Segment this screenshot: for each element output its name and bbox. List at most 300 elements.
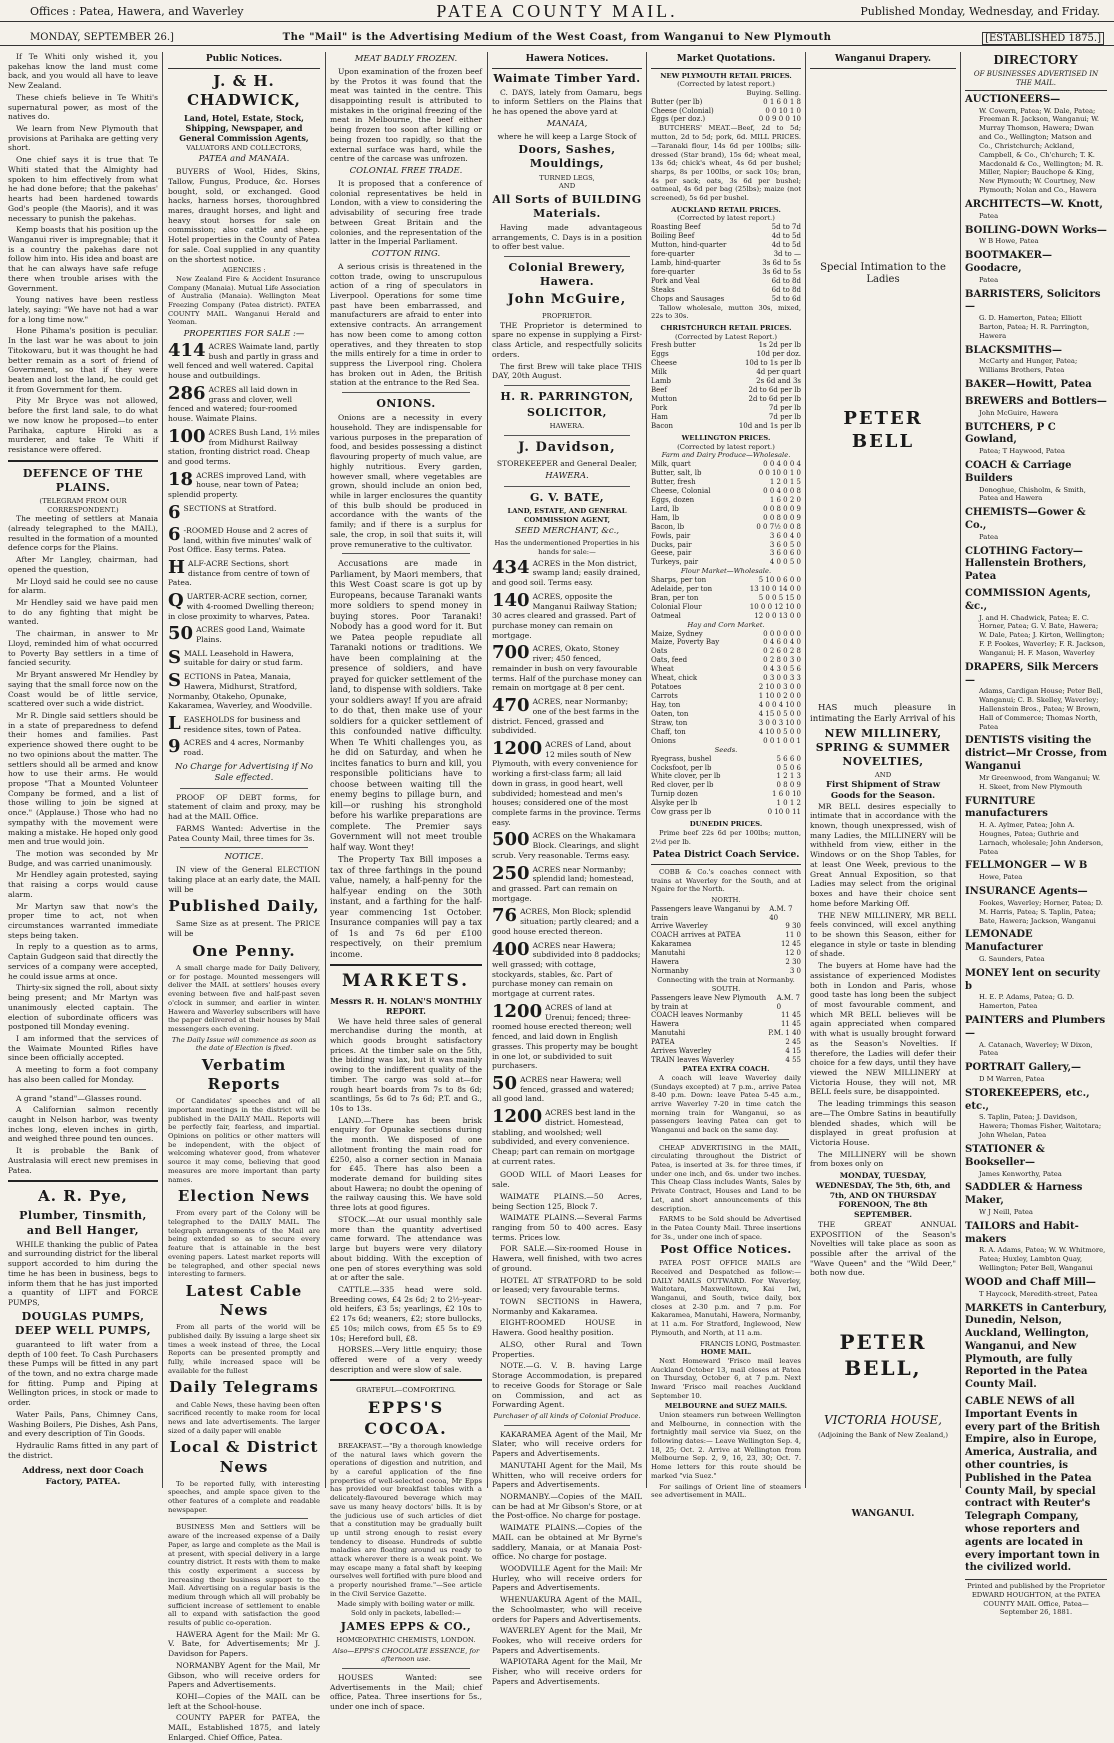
property-ad	[168, 715, 320, 734]
price-item: Eggs (per doz.)	[651, 115, 706, 124]
same-size: Same Size as at present. The PRICE will be	[168, 919, 320, 939]
bell-body-4: The leading trimmings this season are—The Ombre Satins in beautifully blended shades, which will be displayed in great profusion at Victoria House.	[810, 1099, 956, 1148]
davidson-place: HAWERA.	[545, 471, 589, 482]
price-row	[651, 638, 801, 647]
directory-heading: STATIONER & Bookseller—	[965, 1143, 1045, 1168]
property-text: ACRES, opposite the Manganui Railway Station; 30 acres cleared and grassed. Part of purchase money can remain on mortgage.	[492, 591, 638, 640]
issue-date: MONDAY, SEPTEMBER 26.]	[30, 32, 174, 43]
article-paragraph: After Mr Langley, chairman, had opened the question,	[8, 555, 158, 574]
directory-heading: COACH & Carriage Builders	[965, 459, 1072, 484]
price-item: fore-quarter	[651, 267, 695, 276]
price-row	[651, 487, 801, 496]
price-row	[651, 967, 801, 976]
price-item: Arrive Waverley	[651, 922, 708, 931]
defence-article	[8, 514, 158, 1084]
property-ad	[492, 556, 642, 588]
directory-names: Patea; T Haywood, Patea	[979, 447, 1065, 456]
price-item: Carrots	[651, 692, 678, 701]
article-paragraph: One chief says it is true that Te Whiti stated that the Almighty had spoken to him effectively from what he had done before; that the pakehas' hearts had been hardened towards God's people (the Maoris), and it was necessary to punish the pakehas.	[8, 155, 158, 223]
directory-heading: BREWERS and Bottlers—	[965, 395, 1107, 407]
price-row	[651, 241, 801, 250]
price-item: Eggs	[651, 350, 669, 359]
timber-goods-4: All Sorts of BUILDING Materials.	[492, 192, 642, 220]
price-row	[651, 594, 801, 603]
price-value: 2 30	[785, 958, 801, 967]
timber-body-2: where he will keep a Large Stock of	[497, 131, 637, 141]
meat-body: Upon examination of the frozen beef by the Protos it was found that the meat was tainted in the centre. This disappointing result is attributed to mistakes in the original freezing of the meat in Melbourne, the beef either being frozen too soon after killing or being frozen too rapidly, so that the external surface was hard, while the centre of the carcase was unfrozen.	[330, 66, 482, 164]
price-value: 12 0	[785, 949, 801, 958]
price-item: Oaten, ton	[651, 710, 689, 719]
price-value: 3 6 0 6 0	[769, 549, 801, 558]
pye-pumps: DOUGLAS PUMPS, DEEP WELL PUMPS,	[14, 1309, 152, 1337]
price-item: Straw, ton	[651, 719, 688, 728]
peter-bell-heading: PETER BELL	[843, 408, 923, 453]
price-row	[651, 799, 801, 808]
directory-names: T Haycock, Meredith-street, Patea	[979, 1289, 1098, 1298]
column-rule	[325, 52, 326, 1488]
property-text: -ROOMED House and 2 acres of land, within five minutes' walk of Post Office. Easy terms. Patea.	[168, 525, 312, 555]
price-row	[651, 1011, 801, 1020]
christchurch-table	[651, 341, 801, 431]
price-value: 5 10 0 6 0 0	[758, 576, 801, 585]
davidson-name: J. Davidson,	[518, 439, 616, 455]
directory-names: H. A. Aylmer, Patea; John A. Hougnes, Patea; Guthrie and Larnach, wholesale; John Anderson, Patea	[979, 821, 1104, 856]
directory-entry	[965, 929, 1107, 963]
price-row	[651, 541, 801, 550]
markets-stock: STOCK.—At our usual monthly sale more than the quantity advertised came forward. The attendance was large but buyers were very dilatory about bidding. With the exception of one pen of stores everything was sold at or after the sale.	[330, 1214, 482, 1283]
price-row	[651, 737, 801, 746]
price-item: Bran, per ton	[651, 593, 699, 602]
article-paragraph: The motion was seconded by Mr Budge, and was carried unanimously.	[8, 849, 158, 868]
price-value: 4d per quart	[756, 368, 801, 377]
directory-entry	[965, 507, 1107, 541]
whenuakura-agent: WHENUAKURA Agent of the MAIL, the Schoolmaster, who will receive orders for Papers and Advertisements.	[492, 1595, 642, 1624]
property-ad	[492, 1108, 642, 1166]
directory-entry	[965, 250, 1107, 284]
property-number: 140	[492, 589, 530, 611]
property-text: ACRES near Hawera; well fenced, grassed and watered; all good land.	[492, 1074, 635, 1104]
price-item: PATEA	[651, 1038, 675, 1047]
price-row	[651, 1047, 801, 1056]
brewery-name: John McGuire,	[507, 292, 627, 308]
epps-title: EPPS'S COCOA.	[364, 1398, 448, 1438]
price-row	[651, 940, 801, 949]
waimate-2: WAIMATE PLAINS.—Several Farms ranging from 50 to 400 acres. Easy terms. Prices low.	[492, 1213, 642, 1242]
price-value: A.M. 7 0	[776, 993, 800, 1011]
houses-wanted: HOUSES Wanted: see Advertisements in the Mail; chief office, Patea. Three insertions for 5s., under one inch of space.	[330, 1672, 482, 1712]
directory-entry	[965, 735, 1107, 791]
directory-names: W J Neill, Patea	[979, 1207, 1033, 1216]
property-number: 500	[492, 829, 530, 851]
price-row	[651, 259, 801, 268]
price-row	[651, 250, 801, 259]
properties-title: PROPERTIES FOR SALE :—	[183, 329, 305, 340]
directory-heading: MARKETS in Canterbury, Dunedin, Nelson, Auckland, Wellington, Wanganui, and New Plymouth, are fully Reported in the Patea County Mail.	[965, 1302, 1107, 1391]
seeds-table	[651, 755, 801, 818]
millinery-dates: MONDAY, TUESDAY, WEDNESDAY, The 5th, 6th, and 7th, AND ON THURSDAY FORENOON, The 8th SEPTEMBER.	[815, 1171, 951, 1220]
coach-body: COBB & Co.'s coaches connect with trains at Waverley for the South, and at Ngaire for the North.	[651, 867, 801, 894]
suez-title: MELBOURNE and SUEZ MAILS.	[664, 1402, 788, 1411]
price-item: Boiling Beef	[651, 231, 695, 240]
property-number: S	[168, 646, 181, 668]
property-text: ACRES all laid down in grass and clover, well fenced and watered; four-roomed house. Waimate Plains.	[168, 384, 298, 424]
slogan: The "Mail" is the Advertising Medium of the West Coast, from Wanganui to New Plymouth	[282, 32, 832, 43]
property-ad	[492, 1000, 642, 1071]
price-item: Oatmeal	[651, 611, 681, 620]
divider	[342, 1668, 470, 1669]
np-table	[651, 98, 801, 125]
divider	[504, 385, 630, 386]
property-text: ACRES, Okato, Stoney river; 450 fenced, remainder in bush on very favourable terms. Half of the purchase money can remain on mortgage at 8 per cent.	[492, 644, 642, 693]
price-value: 2s 6d and 3s	[756, 377, 801, 386]
property-number: 400	[492, 938, 530, 960]
price-item: Eggs, dozen	[651, 495, 695, 504]
property-number: 50	[168, 623, 194, 645]
north-table	[651, 905, 801, 977]
property-text: ACRES and 4 acres, Normanby road.	[183, 738, 304, 758]
directory-names: W B Howe, Patea	[979, 237, 1039, 246]
property-number: 6	[168, 501, 181, 523]
price-value: 3 6 0 4 0	[769, 531, 801, 540]
chadwick-body: BUYERS of Wool, Hides, Skins, Tallow, Fungus, Produce, &c. Horses bought, sold, or exchanged. Good hacks, harness horses, thoroughbred mares, draught horses, and light and heavy stout horses for sale on commission; also cattle and sheep. Hotel properties in the County of Patea for sale. Coal supplied in any quantity on the shortest notice.	[168, 167, 320, 264]
short-item: It is probable the Bank of Australasia will erect new premises in Patea.	[8, 1146, 158, 1175]
price-row	[651, 764, 801, 773]
directory-names: Mr Greenwood, from Wanganui; W. H. Skeet, from New Plymouth	[979, 773, 1101, 791]
price-value: 11 45	[780, 1020, 801, 1029]
timber-body-3: Having made advantageous arrangements, C. Days is in a position to offer best value.	[492, 223, 642, 252]
timber-title: Waimate Timber Yard.	[493, 71, 641, 85]
article-paragraph: Mr Hendley again protested, saying that raising a corps would cause alarm.	[8, 870, 158, 899]
article-paragraph: Mr Lloyd said he could see no cause for alarm.	[8, 576, 158, 596]
price-row	[651, 1020, 801, 1029]
article-paragraph: We learn from New Plymouth that provisions at Parihaka are getting very short.	[8, 124, 159, 153]
price-value: 2 45	[785, 1038, 801, 1047]
property-ad	[492, 737, 642, 827]
price-row	[651, 719, 801, 728]
bate-name: G. V. BATE,	[529, 491, 605, 505]
directory-names: S. Taplin, Patea; J. Davidson, Hawera; Thomas Fisher, Waitotara; John Whelan, Patea	[979, 1113, 1102, 1140]
price-value: 4 10 0 5 0 0	[758, 727, 801, 736]
price-value: P.M. 1 40	[768, 1029, 801, 1038]
price-value: 11 0	[785, 931, 801, 940]
pye-address: Address, next door Coach Factory, PATEA.	[22, 1466, 144, 1488]
price-value: 3 6 0 5 0	[769, 540, 801, 549]
price-item: Butter (per lb)	[651, 97, 703, 106]
post-title: Post Office Notices.	[660, 1243, 792, 1257]
property-text: ACRES, near Normanby; one of the best farms in the district. Fenced, grassed and subdivided.	[492, 697, 639, 736]
price-row	[651, 905, 801, 923]
published-daily: Published Daily,	[168, 897, 320, 916]
north-title: NORTH.	[711, 895, 741, 904]
property-ad	[168, 382, 320, 424]
price-item: Fowls, pair	[651, 531, 691, 540]
colonial-body: It is proposed that a conference of colonial representatives be held in London, with a view to considering the advisability of securing free trade between Great Britain and the colonies, and the representation of the latter in the Imperial Parliament.	[330, 178, 482, 247]
price-value: 3d to —	[773, 249, 801, 258]
price-item: Cocksfoot, per lb	[651, 763, 712, 772]
also-properties: ALSO, other Rural and Town Properties.	[492, 1339, 642, 1359]
directory-names: Patea	[979, 532, 999, 541]
price-value: 1 10 0 2 0 0	[758, 692, 801, 701]
np-cols: Buying. Selling.	[746, 88, 801, 97]
price-value: 0 2 6 0 2 8	[763, 647, 801, 656]
price-value: 12 45	[780, 940, 801, 949]
property-number: 700	[492, 642, 530, 664]
article-paragraph: In reply to a question as to arms, Captain Gudgeon said that directly the services of a company were accepted, he could issue arms at once.	[8, 942, 158, 981]
price-row	[651, 404, 801, 413]
divider	[342, 392, 470, 393]
article-paragraph: Kemp boasts that his position up the Wanganui river is impregnable; that it is a country the pakehas dare not follow him into. His idea and boast are that he can always have safe refuge there when trouble arises with the Government.	[8, 225, 158, 293]
bell-body-6: THE GREAT ANNUAL EXPOSITION of the Season's Novelties will take place as soon as possible after the arrival of the "Wave Queen" and the "Wild Deer," both now due.	[810, 1219, 956, 1278]
epps-sold: Sold only in packets, labelled:—	[350, 1609, 462, 1618]
price-item: Manutahi	[651, 1029, 686, 1038]
price-value: 4 15	[785, 1047, 801, 1056]
bate-properties	[492, 556, 642, 1167]
daily-commence: The Daily Issue will commence as soon as the date of Election is fixed.	[171, 1035, 317, 1053]
short-item: A grand "stand"—Glasses round.	[16, 1093, 142, 1103]
column-6	[810, 52, 956, 1520]
directory-entry	[965, 1277, 1107, 1299]
woodville-agent: WOODVILLE Agent for the Mail: Mr Hurley, who will receive orders for Papers and Advertisements.	[492, 1563, 642, 1593]
article-paragraph: These chiefs believe in Te Whiti's supernatural power, as most of the natives do.	[8, 92, 158, 122]
price-row	[651, 558, 801, 567]
article-paragraph: Thirty-six signed the roll, about sixty being present; and Mr Martyn was unanimously elected captain. The election of subordinate officers was postponed till Monday evening.	[8, 983, 158, 1032]
purchaser: Purchaser of all kinds of Colonial Produce.	[493, 1411, 641, 1420]
price-value: 0 5 0 6	[776, 763, 801, 772]
directory-heading: STOREKEEPERS, etc., etc.,	[965, 1087, 1090, 1112]
brewery-brew: The first Brew will take place THIS DAY, 20th August.	[492, 361, 642, 381]
divider	[8, 1180, 158, 1182]
property-text: ACRES near Normanby; splendid land; homestead, and grassed. Part can remain on mortgage.	[492, 864, 634, 903]
agents-list	[168, 1630, 320, 1712]
property-text: SECTIONS at Stratford.	[183, 503, 277, 513]
directory-entry	[965, 460, 1107, 503]
property-text: ACRES on the Whakamara Block. Clearings, and slight scrub. Very reasonable. Terms easy.	[492, 831, 639, 860]
property-number: S	[168, 670, 181, 692]
price-row	[651, 683, 801, 692]
price-value: 0 0 7½ 0 0 8	[756, 522, 801, 531]
np-title: NEW PLYMOUTH RETAIL PRICES.	[660, 71, 792, 80]
divider	[504, 1425, 630, 1426]
price-item: Lamb	[651, 377, 671, 386]
suez-foot: For sailings of Orient line of steamers see advertisement in MAIL.	[651, 1482, 801, 1500]
price-row	[651, 115, 801, 124]
np-body: BUTCHERS' MEAT.—Beef, 2d to 5d; mutton, 2d to 5d; pork, 6d. MILL PRICES.—Taranaki flour, 14s 6d per 100lbs; silk-dressed (Star brand), 15s 6d; wheat meal, 13s 6d; chick's wheat, 4s 6d per bushel; sharps, 8s per 100lbs, or sack 10s; bran, 4s per sack; oats, 3s 6d per bushel; oatmeal, 4s 6d per bag (25lbs); maize (not screened), 5s 6d per bushel.	[651, 124, 801, 202]
epps-also: Also—EPPS'S CHOCOLATE ESSENCE, for afternoon use.	[332, 1646, 480, 1664]
price-value: 1 2 0 1 5	[769, 477, 801, 486]
price-value: 4 0 0 5 0	[769, 558, 801, 567]
cheap-advertising: CHEAP ADVERTISING in the MAIL, circulating throughout the District of Patea, is inserted at 3s. for three times, if under one inch, and 6s. under two inches. This Cheap Class includes Wants, Sales by Private Contract, Houses and Land to be Let, and short announcements of this description.	[651, 1143, 801, 1213]
price-item: Cheese (Colonial)	[651, 106, 714, 115]
directory-entry	[965, 94, 1107, 195]
directory-heading: ARCHITECTS—W. Knott,	[965, 198, 1103, 210]
price-row	[651, 701, 801, 710]
markets-title: MARKETS.	[341, 971, 471, 992]
column-3	[330, 52, 482, 1712]
directory-entry	[965, 886, 1107, 925]
parrington-name: H. R. PARRINGTON,	[500, 389, 634, 403]
price-value: 11 45	[780, 1011, 801, 1020]
price-row	[651, 532, 801, 541]
county-paper: COUNTY PAPER for PATEA, the MAIL, Established 1875, and lately Enlarged. Chief Office, Patea.	[168, 1713, 320, 1742]
directory-entry	[965, 968, 1107, 1011]
divider	[20, 1089, 146, 1090]
price-value: 0 8 0 9	[776, 781, 801, 790]
newspaper-title: PATEA COUNTY MAIL.	[436, 1, 678, 21]
price-value: 5 0 0 5 15 0	[758, 593, 801, 602]
property-ad	[492, 589, 642, 641]
property-text: ACRES best land in the district. Homestead, stabling, and woolshed; well subdivided, and every convenience. Cheap; part can remain on mortgage at current rates.	[492, 1108, 636, 1166]
flour-title: Flour Market—Wholesale.	[680, 567, 772, 576]
home-mail-title: HOME MAIL.	[700, 1348, 752, 1357]
price-value: 0 0 8 0 0 9	[763, 513, 801, 522]
directory-heading: BARRISTERS, Solicitors—	[965, 288, 1101, 313]
directory-entry	[965, 199, 1107, 221]
properties-list	[168, 342, 320, 758]
property-ad	[168, 592, 320, 621]
price-row	[651, 630, 801, 639]
price-item: Colonial Flour	[651, 602, 702, 611]
divider	[8, 460, 158, 462]
has-pleasure: HAS much pleasure in intimating the Early Arrival of his	[810, 703, 956, 725]
price-item: Passengers leave New Plymouth by train at	[651, 993, 767, 1011]
bate-role: LAND, ESTATE, AND GENERAL COMMISSION AGENT,	[507, 507, 627, 524]
property-ad	[168, 342, 320, 381]
wapiotara-agent: WAPIOTARA Agent for the Mail, Mr Fisher, who will receive orders for Papers and Advertisements.	[492, 1657, 642, 1686]
price-row	[651, 496, 801, 505]
property-text: ACRES, Mon Block; splendid situation; partly cleared; and a good house erected thereon.	[492, 907, 639, 936]
directory-names: Patea	[979, 211, 999, 220]
property-ad	[168, 646, 320, 668]
price-value: 2d to 6d per lb	[748, 395, 801, 404]
market-quotations-header: Market Quotations.	[651, 52, 801, 69]
property-tax: The Property Tax Bill imposes a tax of three farthings in the pound value, namely, a half-penny for the half-year ending on the 30th instant, and a farthing for the half-year commencing 1st October. Insurance companies will pay a tax of 1s and 7s 6d per £100 respectively, on their premium income.	[330, 854, 482, 959]
price-row	[651, 523, 801, 532]
directory-entry	[965, 1221, 1107, 1273]
hawera-notices-header: Hawera Notices.	[492, 52, 642, 69]
agent-notice: HAWERA Agent for the Mail: Mr G. V. Bate, for Advertisements; Mr J. Davidson for Papers.	[168, 1629, 320, 1659]
price-value: 0 0 1 0 0 1	[763, 736, 801, 745]
local-news-body: To be reported fully, with interesting speeches, and ample space given to the other features of a complete and readable newspaper.	[168, 1479, 320, 1514]
price-value: 0 1 6 0 1 8	[763, 97, 801, 106]
notice-body: IN view of the General ELECTION taking place at an early date, the MAIL will be	[168, 865, 320, 894]
price-value: 1 2 1 3	[776, 772, 801, 781]
epps-firm: JAMES EPPS & CO.,	[340, 1619, 472, 1633]
property-ad	[168, 523, 320, 555]
price-item: Cow grass per lb	[651, 808, 712, 817]
divider	[504, 256, 630, 257]
cable-body: From all parts of the world will be published daily. By issuing a large sheet six times a week instead of three, the Local Reports can be presented promptly and fully, while increased space will be available for the fullest	[168, 1323, 320, 1375]
price-item: Chops and Sausages	[651, 294, 725, 303]
epps-grateful: GRATEFUL—COMFORTING.	[356, 1386, 456, 1395]
price-value: 1 6 0 2 0	[769, 495, 801, 504]
epps-made: Made simply with boiling water or milk.	[337, 1600, 475, 1609]
price-value: 1 6 0 10	[772, 790, 801, 799]
directory-entry	[965, 588, 1107, 658]
agencies-label: AGENCIES :	[222, 266, 266, 275]
price-item: Adelaide, per ton	[651, 585, 713, 593]
price-item: Chaff, ton	[651, 727, 686, 736]
directory-list	[965, 94, 1107, 1575]
directory-heading: CLOTHING Factory—Hallenstein Brothers, Patea	[965, 545, 1087, 583]
column-7	[965, 52, 1107, 1617]
directory-heading: COMMISSION Agents, &c.,	[965, 588, 1091, 612]
price-item: Fresh butter	[651, 341, 696, 350]
bate-body: Has the undermentioned Properties in his hands for sale:—	[494, 539, 640, 557]
debt-forms: PROOF OF DEBT forms, for statement of claim and proxy, may be had at the MAIL Office.	[168, 792, 320, 822]
price-row	[651, 949, 801, 958]
price-row	[651, 755, 801, 764]
property-ad	[168, 468, 320, 500]
price-item: Ducks, pair	[651, 540, 692, 549]
intro-article	[8, 52, 158, 455]
hay-title: Hay and Corn Market.	[687, 620, 765, 629]
price-item: Lard, lb	[651, 504, 679, 513]
price-item: Oats, feed	[651, 656, 688, 665]
price-row	[651, 341, 801, 350]
price-row	[651, 377, 801, 386]
price-item: Alsyke per lb	[651, 799, 698, 808]
price-row	[651, 585, 801, 594]
column-rule	[960, 52, 961, 1488]
first-shipment: First Shipment of Straw Goods for the Season.	[825, 779, 941, 801]
directory-heading: BLACKSMITHS—	[965, 344, 1062, 356]
property-number: 100	[168, 425, 206, 447]
property-ad	[168, 556, 320, 588]
price-value: 0 0 4 0 0 8	[763, 486, 801, 495]
bell-body-1: MR BELL desires especially to intimate that in accordance with the known, though unexpressed, wish of many Ladies, the MILLINERY will be withheld from view, either in the Windows or on the Shop Tables, for at least One Week, previous to the Great Annual Exposition, so that Ladies may select from the original boxes and have their choice sent home before Marking Off.	[810, 801, 956, 908]
directory-heading: FELLMONGER — W B	[965, 860, 1088, 872]
divider	[342, 553, 470, 554]
price-row	[651, 958, 801, 967]
special-intimation: Special Intimation to the Ladies	[820, 261, 946, 286]
price-value: 9 30	[785, 922, 801, 931]
directory-entry	[965, 289, 1107, 341]
price-row	[651, 413, 801, 422]
brewery-role: PROPRIETOR.	[542, 311, 592, 320]
auckland-sub: (Corrected by latest report.)	[677, 214, 775, 223]
price-row	[651, 728, 801, 737]
property-number: 1200	[492, 1000, 543, 1022]
price-item: Milk	[651, 368, 667, 377]
chadwick-sub: VALUATORS AND COLLECTORS,	[186, 143, 302, 152]
directory-entry	[965, 860, 1107, 882]
election-body: From every part of the Colony will be telegraphed to the DAILY MAIL. The telegraph arrangements of the Mail are being extended so as to secure every feature that is attainable in the best evening papers. Latest market reports will be telegraphed, and other special news interesting to farmers.	[168, 1209, 320, 1279]
price-item: Potatoes	[651, 683, 682, 692]
auckland-title: AUCKLAND RETAIL PRICES.	[671, 205, 781, 214]
property-number: 6	[168, 523, 181, 545]
price-item: Turnip dozen	[651, 790, 699, 799]
price-row	[651, 98, 801, 107]
timber-goods: Doors, Sashes, Mouldings,	[518, 143, 616, 171]
directory-entry	[965, 1303, 1107, 1393]
wellington-sub: (Corrected by latest report.)	[677, 442, 775, 451]
and-label: AND	[874, 771, 892, 780]
directory-names: R. A. Adams, Patea; W. W. Whitmore, Patea; Huxley, Lambton Quay, Wellington; Peter Bell, Wanganui	[979, 1246, 1106, 1273]
price-row	[651, 549, 801, 558]
price-value: 10d and 1s per lb	[738, 421, 801, 430]
property-number: 50	[492, 1072, 518, 1094]
price-row	[651, 277, 801, 286]
price-value: 4 55	[785, 1056, 801, 1065]
directory-heading: TAILORS and Habit-makers	[965, 1220, 1079, 1245]
property-number: 250	[492, 862, 530, 884]
directory-heading: INSURANCE Agents—	[965, 886, 1088, 898]
directory-names: Fookes, Waverley; Horner, Patea; D. M. Harris, Patea; S. Taplin, Patea; Bate, Hawera; Jackson, Wanganui	[979, 898, 1103, 925]
pye-name: A. R. Pye,	[38, 1187, 128, 1206]
divider	[180, 847, 308, 848]
price-item: Hawera	[651, 958, 679, 967]
property-number: 286	[168, 382, 206, 404]
